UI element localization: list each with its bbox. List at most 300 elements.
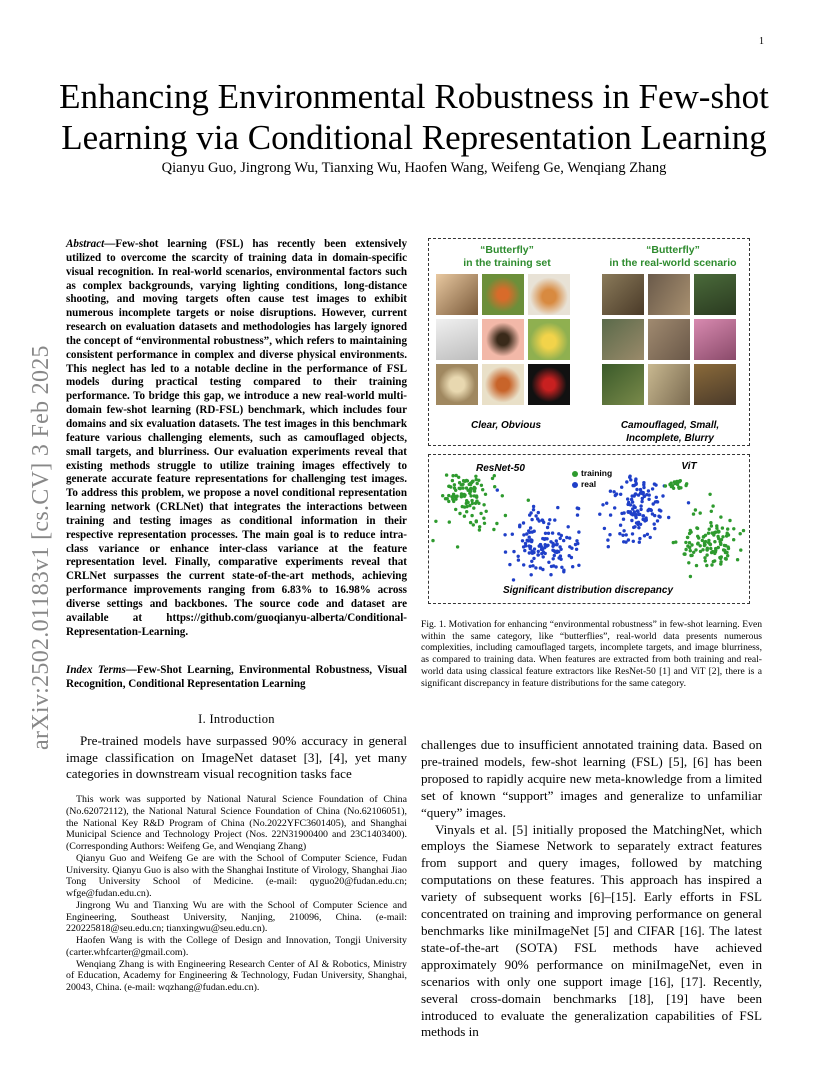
scatter-point — [577, 564, 580, 567]
scatter-point — [696, 542, 699, 545]
camouflaged-label-line1: Camouflaged, Small, — [620, 420, 720, 431]
scatter-point — [726, 527, 729, 530]
scatter-point — [620, 486, 623, 489]
author-list: Qianyu Guo, Jingrong Wu, Tianxing Wu, Haofen Wang, Weifeng Ge, Wenqiang Zhang — [161, 160, 667, 176]
scatter-point — [626, 497, 629, 500]
scatter-point — [567, 525, 570, 528]
scatter-point — [528, 551, 531, 554]
scatter-point — [636, 509, 639, 512]
butterfly-image — [436, 319, 478, 360]
scatter-point — [465, 510, 468, 513]
figure-1 — [428, 238, 750, 604]
scatter-point — [709, 521, 712, 524]
distribution-discrepancy-label: Significant distribution discrepancy — [502, 585, 674, 596]
scatter-point — [555, 539, 558, 542]
scatter-point — [522, 521, 525, 524]
resnet-label: ResNet-50 — [476, 463, 525, 474]
index-terms-label: Index Terms — [66, 664, 126, 676]
scatter-point — [697, 536, 700, 539]
scatter-point — [657, 515, 660, 518]
scatter-point — [536, 517, 539, 520]
scatter-point — [469, 487, 472, 490]
scatter-point — [532, 508, 535, 511]
scatter-point — [702, 535, 705, 538]
scatter-point — [689, 549, 692, 552]
scatter-point — [565, 536, 568, 539]
scatter-point — [639, 508, 642, 511]
scatter-point — [475, 496, 478, 499]
scatter-point — [544, 537, 547, 540]
scatter-point — [528, 536, 531, 539]
scatter-point — [525, 532, 528, 535]
scatter-point — [468, 492, 471, 495]
scatter-point — [647, 498, 650, 501]
scatter-point — [472, 488, 475, 491]
scatter-point — [523, 549, 526, 552]
scatter-point — [695, 564, 698, 567]
scatter-point — [694, 508, 697, 511]
butterfly-image — [694, 364, 736, 405]
scatter-point — [619, 524, 622, 527]
scatter-point — [454, 497, 457, 500]
scatter-point — [454, 508, 457, 511]
scatter-point — [709, 543, 712, 546]
scatter-point — [633, 484, 636, 487]
scatter-point — [701, 548, 704, 551]
scatter-point — [521, 539, 524, 542]
scatter-point — [469, 521, 472, 524]
scatter-point — [635, 521, 638, 524]
scatter-point — [725, 557, 728, 560]
scatter-point — [512, 550, 515, 553]
scatter-point — [717, 530, 720, 533]
paragraph-matchingnet: Vinyals et al. [5] initially proposed the MatchingNet, which employs the Siamese Network to separately extract features from support and query images, followed by matching computations on these features. This approach has inspired a variety of subsequent works [6]–[15]. Early efforts in FSL concentrated on training and improving performance on general benchmarks like miniImageNet [5] and CIFAR [16]. The latest state-of-the-art (SOTA) FSL methods have achieved approximately 90% performance on miniImageNet, even in scenarios with only one support image [16], [17]. Recently, several cross-domain benchmarks [18], [19] have been introduced to evaluate the generalization capabilities of FSL methods in — [421, 821, 762, 1040]
scatter-point — [656, 519, 659, 522]
scatter-point — [631, 500, 634, 503]
scatter-point — [601, 503, 604, 506]
scatter-point — [736, 558, 739, 561]
scatter-point — [541, 518, 544, 521]
scatter-point — [727, 547, 730, 550]
scatter-point — [551, 531, 554, 534]
scatter-point — [622, 518, 625, 521]
training-header-line1: “Butterfly” — [480, 244, 534, 256]
scatter-point — [713, 540, 716, 543]
scatter-point — [689, 554, 692, 557]
scatter-point — [639, 523, 642, 526]
scatter-point — [441, 494, 444, 497]
scatter-point — [634, 513, 637, 516]
abstract-label: Abstract — [66, 238, 105, 250]
scatter-point — [689, 575, 692, 578]
scatter-point — [531, 564, 534, 567]
footnote-affiliation-1: Qianyu Guo and Weifeng Ge are with the School of Computer Science, Fudan University. Qianyu Guo is also with the Shanghai Institute of Virology, Shanghai Jiao Tong University School of Medicine. (e-mail: qyguo20@fudan.edu.cn; wfge@fudan.edu.cn). — [66, 852, 407, 899]
abstract — [66, 238, 407, 639]
scatter-point — [707, 532, 710, 535]
vit-label: ViT — [681, 461, 697, 472]
scatter-point — [686, 536, 689, 539]
scatter-point — [458, 512, 461, 515]
scatter-point — [463, 515, 466, 518]
scatter-point — [688, 541, 691, 544]
scatter-point — [484, 493, 487, 496]
scatter-point — [637, 526, 640, 529]
scatter-point — [695, 526, 698, 529]
scatter-point — [537, 511, 540, 514]
scatter-point — [530, 560, 533, 563]
intro-right-column — [421, 737, 762, 1041]
scatter-point — [568, 536, 571, 539]
scatter-point — [471, 480, 474, 483]
paper-title: Enhancing Environmental Robustness in Few-shot Learning via Conditional Representation Learning — [59, 77, 769, 157]
scatter-point — [652, 502, 655, 505]
scatter-point — [728, 519, 731, 522]
scatter-point — [542, 555, 545, 558]
scatter-point — [483, 522, 486, 525]
butterfly-image — [648, 364, 690, 405]
scatter-point — [613, 506, 616, 509]
scatter-point — [739, 532, 742, 535]
footnote-affiliation-4: Wenqiang Zhang is with Engineering Research Center of AI & Robotics, Ministry of Education, Academy for Engineering & Technology, Fudan University, Shanghai, 20043, China. (e-mail: wqzhang@fudan.edu.cn). — [66, 958, 407, 993]
scatter-point — [705, 553, 708, 556]
scatter-point — [458, 481, 461, 484]
scatter-point — [517, 558, 520, 561]
scatter-point — [694, 548, 697, 551]
scatter-point — [475, 499, 478, 502]
scatter-point — [478, 528, 481, 531]
scatter-point — [727, 533, 730, 536]
scatter-point — [481, 488, 484, 491]
scatter-point — [478, 525, 481, 528]
scatter-point — [710, 563, 713, 566]
scatter-point — [638, 541, 641, 544]
scatter-point — [642, 492, 645, 495]
scatter-point — [557, 556, 560, 559]
scatter-point — [546, 526, 549, 529]
scatter-point — [562, 570, 565, 573]
scatter-point — [677, 480, 680, 483]
scatter-point — [709, 547, 712, 550]
scatter-point — [461, 505, 464, 508]
scatter-point — [642, 514, 645, 517]
scatter-point — [721, 526, 724, 529]
scatter-point — [558, 545, 561, 548]
scatter-point — [672, 487, 675, 490]
scatter-point — [653, 482, 656, 485]
scatter-point — [703, 541, 706, 544]
scatter-point — [612, 490, 615, 493]
scatter-point — [476, 482, 479, 485]
legend-training-label: training — [581, 468, 613, 478]
index-terms-text: —Few-Shot Learning, Environmental Robustness, Visual Recognition, Conditional Representation Learning — [66, 664, 407, 690]
index-terms — [66, 664, 407, 692]
scatter-point — [544, 543, 547, 546]
scatter-point — [532, 557, 535, 560]
scatter-point — [571, 565, 574, 568]
footnotes — [66, 794, 407, 994]
training-set-header — [442, 244, 572, 270]
scatter-point — [701, 539, 704, 542]
feature-scatter-plots — [428, 454, 748, 602]
scatter-point — [625, 533, 628, 536]
scatter-point — [708, 493, 711, 496]
scatter-point — [512, 578, 515, 581]
scatter-point — [568, 554, 571, 557]
scatter-point — [553, 518, 556, 521]
scatter-point — [629, 478, 632, 481]
butterfly-image — [648, 319, 690, 360]
scatter-point — [622, 529, 625, 532]
scatter-point — [639, 488, 642, 491]
scatter-point — [673, 482, 676, 485]
scatter-point — [529, 511, 532, 514]
scatter-point — [537, 550, 540, 553]
scatter-point — [656, 500, 659, 503]
scatter-point — [640, 500, 643, 503]
scatter-point — [547, 561, 550, 564]
scatter-point — [527, 499, 530, 502]
scatter-point — [634, 516, 637, 519]
scatter-point — [465, 479, 468, 482]
scatter-point — [732, 527, 735, 530]
scatter-point — [560, 534, 563, 537]
scatter-point — [532, 551, 535, 554]
scatter-point — [705, 564, 708, 567]
scatter-point — [576, 513, 579, 516]
scatter-point — [722, 548, 725, 551]
scatter-point — [664, 484, 667, 487]
scatter-point — [677, 486, 680, 489]
footnote-affiliation-2: Jingrong Wu and Tianxing Wu are with the School of Computer Science and Engineering, Southeast University, Nanjing, 210096, China. (e-mail: 220225818@seu.edu.cn; tianxingwu@seu.edu.cn). — [66, 899, 407, 935]
scatter-point — [482, 503, 485, 506]
scatter-point — [627, 501, 630, 504]
scatter-point — [575, 548, 578, 551]
scatter-point — [639, 504, 642, 507]
scatter-point — [614, 494, 617, 497]
scatter-point — [684, 548, 687, 551]
butterfly-image — [436, 364, 478, 405]
scatter-point — [556, 550, 559, 553]
scatter-point — [553, 554, 556, 557]
scatter-point — [503, 533, 506, 536]
scatter-point — [457, 476, 460, 479]
real-header-line2: in the real-world scenario — [609, 257, 737, 269]
scatter-point — [720, 555, 723, 558]
scatter-point — [492, 528, 495, 531]
scatter-point — [544, 532, 547, 535]
scatter-point — [530, 518, 533, 521]
scatter-point — [651, 487, 654, 490]
scatter-point — [463, 493, 466, 496]
scatter-point — [739, 548, 742, 551]
scatter-point — [708, 528, 711, 531]
scatter-point — [533, 530, 536, 533]
butterfly-image — [602, 319, 644, 360]
scatter-point — [704, 559, 707, 562]
scatter-point — [470, 514, 473, 517]
scatter-point — [527, 529, 530, 532]
scatter-point — [493, 474, 496, 477]
scatter-point — [630, 519, 633, 522]
scatter-point — [670, 482, 673, 485]
scatter-point — [524, 542, 527, 545]
camouflaged-label-line2: Incomplete, Blurry — [626, 433, 714, 444]
scatter-point — [547, 522, 550, 525]
scatter-point — [732, 538, 735, 541]
scatter-point — [619, 493, 622, 496]
scatter-point — [495, 522, 498, 525]
scatter-point — [653, 514, 656, 517]
scatter-point — [661, 494, 664, 497]
scatter-point — [632, 504, 635, 507]
scatter-point — [627, 538, 630, 541]
scatter-point — [474, 475, 477, 478]
butterfly-image — [528, 319, 570, 360]
scatter-point — [448, 520, 451, 523]
training-header-line2: in the training set — [463, 257, 551, 269]
butterfly-image — [482, 274, 524, 315]
scatter-point — [434, 520, 437, 523]
scatter-point — [456, 545, 459, 548]
butterfly-image — [436, 274, 478, 315]
scatter-point — [634, 493, 637, 496]
scatter-point — [522, 563, 525, 566]
scatter-point — [643, 534, 646, 537]
scatter-point — [625, 480, 628, 483]
scatter-point — [653, 522, 656, 525]
scatter-point — [445, 473, 448, 476]
scatter-point — [687, 501, 690, 504]
scatter-point — [712, 533, 715, 536]
scatter-point — [622, 511, 625, 514]
scatter-point — [687, 561, 690, 564]
scatter-point — [530, 573, 533, 576]
scatter-point — [501, 494, 504, 497]
butterfly-image — [694, 319, 736, 360]
scatter-point — [649, 536, 652, 539]
scatter-point — [547, 532, 550, 535]
scatter-point — [690, 543, 693, 546]
scatter-point — [715, 527, 718, 530]
scatter-point — [684, 541, 687, 544]
scatter-point — [431, 539, 434, 542]
scatter-point — [667, 516, 670, 519]
scatter-point — [453, 483, 456, 486]
scatter-point — [465, 499, 468, 502]
scatter-point — [539, 566, 542, 569]
butterfly-image — [694, 274, 736, 315]
scatter-point — [710, 510, 713, 513]
scatter-point — [672, 541, 675, 544]
scatter-point — [719, 560, 722, 563]
scatter-point — [726, 554, 729, 557]
scatter-point — [598, 513, 601, 516]
scatter-point — [703, 556, 706, 559]
scatter-point — [603, 527, 606, 530]
intro-paragraph: Pre-trained models have surpassed 90% accuracy in general image classification on ImageNet dataset [3], [4], yet many categories in downstream visual recognition tasks face — [66, 733, 407, 782]
intro-left-column — [66, 733, 407, 783]
scatter-point — [688, 546, 691, 549]
scatter-point — [493, 485, 496, 488]
arxiv-identifier[interactable]: arXiv:2502.01183v1 [cs.CV] 3 Feb 2025 — [28, 345, 54, 750]
scatter-point — [532, 505, 535, 508]
scatter-point — [522, 545, 525, 548]
scatter-point — [638, 537, 641, 540]
scatter-point — [552, 557, 555, 560]
clear-obvious-label: Clear, Obvious — [470, 420, 542, 431]
scatter-point — [560, 566, 563, 569]
butterfly-image — [602, 274, 644, 315]
scatter-point — [496, 488, 499, 491]
scatter-point — [655, 496, 658, 499]
butterfly-image — [528, 364, 570, 405]
scatter-point — [556, 506, 559, 509]
scatter-point — [634, 479, 637, 482]
scatter-point — [621, 534, 624, 537]
scatter-point — [577, 507, 580, 510]
scatter-point — [444, 497, 447, 500]
scatter-point — [562, 539, 565, 542]
scatter-point — [609, 513, 612, 516]
scatter-point — [511, 533, 514, 536]
scatter-point — [637, 513, 640, 516]
scatter-point — [714, 550, 717, 553]
scatter-point — [451, 474, 454, 477]
scatter-point — [559, 537, 562, 540]
scatter-point — [712, 560, 715, 563]
scatter-point — [471, 502, 474, 505]
scatter-point — [458, 487, 461, 490]
scatter-point — [721, 535, 724, 538]
scatter-point — [472, 523, 475, 526]
scatter-point — [659, 509, 662, 512]
scatter-point — [551, 549, 554, 552]
footnote-affiliation-3: Haofen Wang is with the College of Design and Innovation, Tongji University (carter.whfcarter@gmail.com). — [66, 935, 407, 958]
figure-caption: Fig. 1. Motivation for enhancing “environmental robustness” in few-shot learning. Even within the same category, like “butterflies”, real-world data presents numerous complexities, including camouflaged targets, incomplete targets, and image blurriness, as compared to training data. When features are extracted from both training and real-world data using classical feature extractors like ResNet-50 [1] and ViT [2], there is a significant discrepancy in feature distributions for the same category. — [421, 619, 762, 689]
scatter-point — [631, 532, 634, 535]
scatter-point — [710, 524, 713, 527]
legend-real-label: real — [581, 479, 597, 489]
scatter-point — [548, 518, 551, 521]
scatter-point — [684, 484, 687, 487]
scatter-point — [653, 527, 656, 530]
real-header-line1: “Butterfly” — [646, 244, 700, 256]
camouflaged-label — [600, 419, 740, 445]
scatter-point — [742, 529, 745, 532]
scatter-point — [536, 553, 539, 556]
page-number: 1 — [759, 36, 764, 47]
scatter-point — [608, 533, 611, 536]
scatter-point — [448, 485, 451, 488]
scatter-point — [605, 502, 608, 505]
scatter-point — [451, 479, 454, 482]
scatter-point — [530, 540, 533, 543]
scatter-point — [549, 573, 552, 576]
scatter-point — [633, 525, 636, 528]
scatter-point — [479, 512, 482, 515]
scatter-point — [485, 510, 488, 513]
scatter-point — [692, 512, 695, 515]
scatter-point — [606, 538, 609, 541]
scatter-point — [706, 547, 709, 550]
scatter-point — [711, 504, 714, 507]
scatter-point — [683, 552, 686, 555]
scatter-point — [504, 514, 507, 517]
scatter-point — [689, 530, 692, 533]
scatter-point — [568, 545, 571, 548]
scatter-point — [699, 511, 702, 514]
scatter-point — [630, 512, 633, 515]
